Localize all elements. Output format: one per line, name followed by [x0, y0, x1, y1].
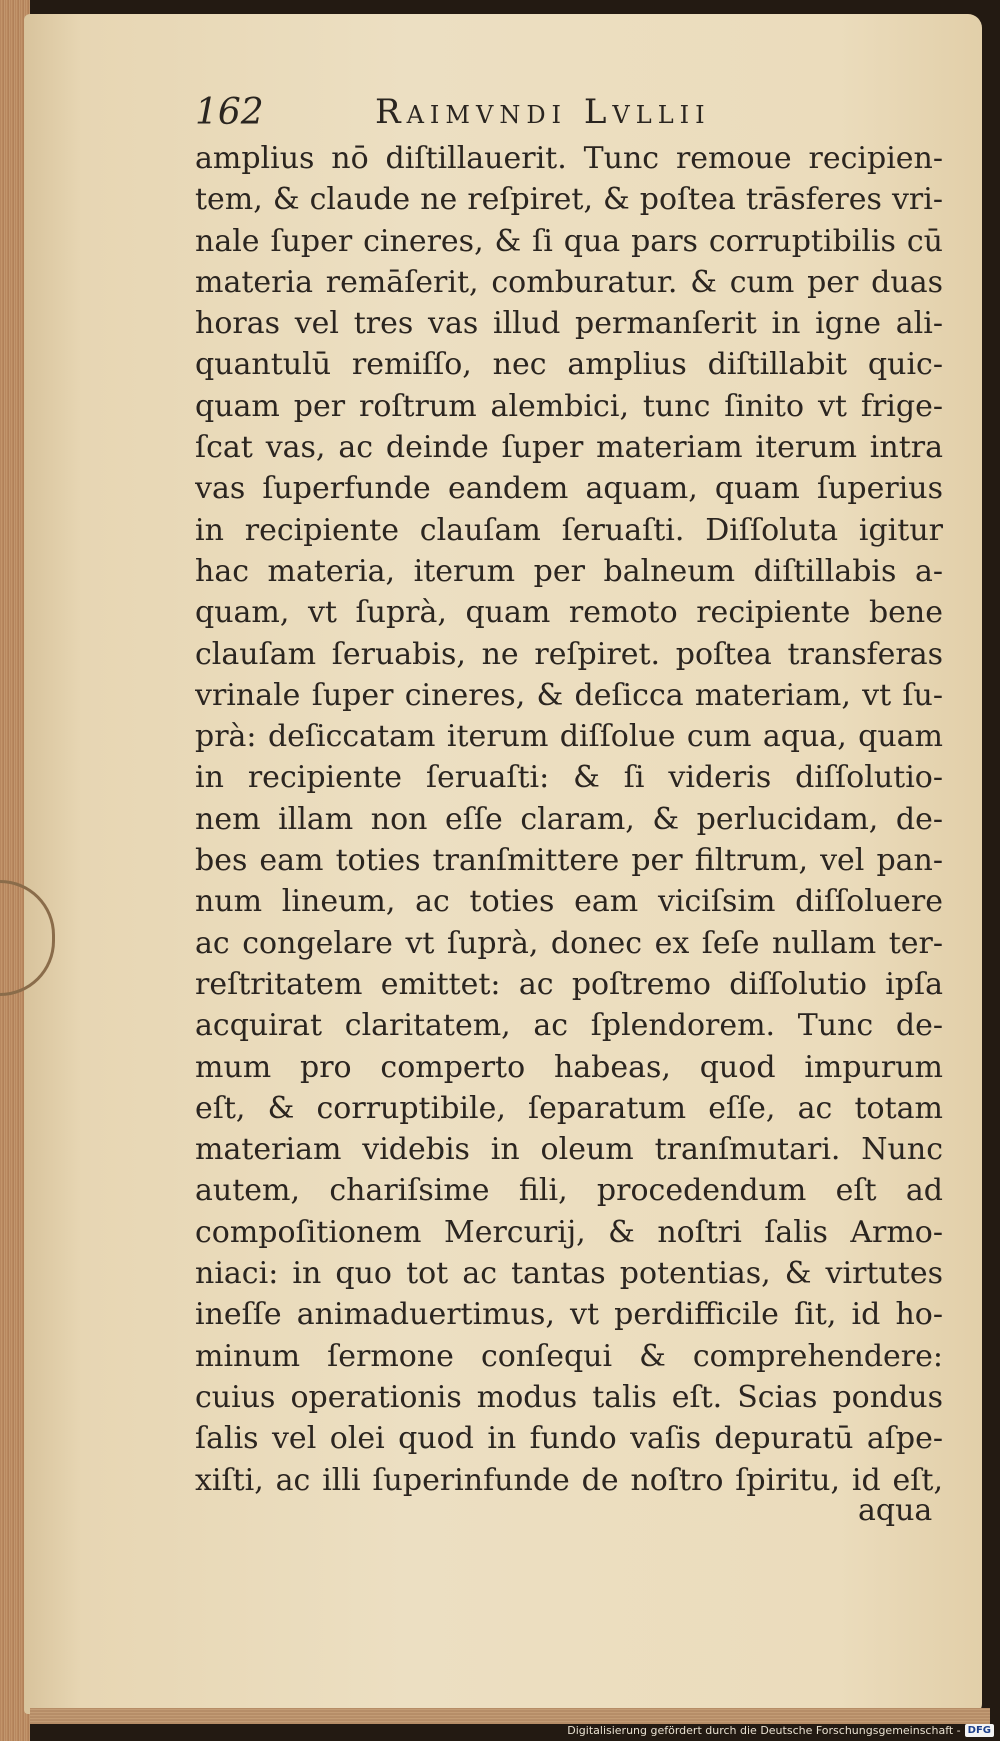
text-line: ac congelare vt ſuprà, donec ex ſeſe nullam ter-: [195, 925, 943, 961]
text-line: minum ſermone conſequi & comprehendere:: [195, 1338, 943, 1374]
text-line: cuius operationis modus talis eſt. Scias pondus: [195, 1379, 943, 1415]
running-head: Raimvndi Lvllii: [375, 92, 711, 132]
credit-text: Digitalisierung gefördert durch die Deutsche Forschungsgemeinschaft -: [567, 1724, 961, 1737]
text-line: ſcat vas, ac deinde ſuper materiam iterum intra: [195, 430, 943, 466]
text-line: hac materia, iterum per balneum diſtillabis a-: [195, 553, 943, 589]
body-text: [195, 138, 943, 1501]
text-line: ſalis vel olei quod in fundo vaſis depuratū aſpe-: [195, 1421, 943, 1457]
text-line: reſtritatem emittet: ac poſtremo diſſolutio ipſa: [195, 966, 943, 1002]
text-line: acquirat claritatem, ac ſplendorem. Tunc de-: [195, 1008, 943, 1044]
text-line: bes eam toties tranſmittere per filtrum, vel pan-: [195, 843, 943, 879]
text-line: quam, vt ſuprà, quam remoto recipiente bene: [195, 595, 943, 631]
text-line: compoſitionem Mercurij, & noſtri ſalis Armo-: [195, 1214, 943, 1250]
catchword: aqua: [858, 1493, 933, 1528]
text-line: ineſſe animaduertimus, vt perdifficile ſit, id ho-: [195, 1297, 943, 1333]
text-line: in recipiente ſeruaſti: & ſi videris diſſolutio-: [195, 760, 943, 796]
dfg-logo-icon: DFG: [965, 1724, 994, 1737]
text-line: eſt, & corruptibile, ſeparatum eſſe, ac totam: [195, 1090, 943, 1126]
text-line: nem illam non eſſe claram, & perlucidam, de-: [195, 801, 943, 837]
text-line: materiam videbis in oleum tranſmutari. Nunc: [195, 1132, 943, 1168]
text-line: amplius nō diſtillauerit. Tunc remoue recipien-: [195, 141, 943, 176]
text-line: autem, chariſsime fili, procedendum eſt ad: [195, 1173, 943, 1209]
text-line: nale ſuper cineres, & ſi qua pars corruptibilis cū: [195, 223, 943, 259]
text-line: clauſam ſeruabis, ne reſpiret. poſtea transferas: [195, 636, 943, 672]
text-line: quam per roſtrum alembici, tunc ſinito vt frige-: [195, 388, 943, 424]
text-line: vas ſuperfunde eandem aquam, quam ſuperius: [195, 471, 943, 507]
text-line: materia remāſerit, comburatur. & cum per duas: [195, 264, 943, 300]
text-line: prà: deſiccatam iterum diſſolue cum aqua, quam: [195, 719, 943, 755]
page-header: [195, 92, 815, 142]
text-line: xiſti, ac illi ſuperinfunde de noſtro ſpiritu, id eſt,: [195, 1462, 943, 1498]
book-bottom-edge: [30, 1708, 990, 1724]
text-line: in recipiente clauſam ſeruaſti. Diſſoluta igitur: [195, 512, 943, 548]
digitization-credit: [567, 1724, 994, 1737]
text-line: vrinale ſuper cineres, & deſicca materiam, vt ſu-: [195, 677, 943, 713]
text-line: horas vel tres vas illud permanſerit in igne ali-: [195, 306, 943, 342]
page-number: 162: [195, 92, 264, 133]
text-line: niaci: in quo tot ac tantas potentias, & virtutes: [195, 1256, 943, 1292]
text-line: mum pro comperto habeas, quod impurum: [195, 1049, 943, 1085]
text-line: tem, & claude ne reſpiret, & poſtea trāsferes vri-: [195, 182, 943, 218]
text-line: num lineum, ac toties eam viciſsim diſſoluere: [195, 884, 943, 920]
text-line: quantulū remiſſo, nec amplius diſtillabit quic-: [195, 347, 943, 383]
